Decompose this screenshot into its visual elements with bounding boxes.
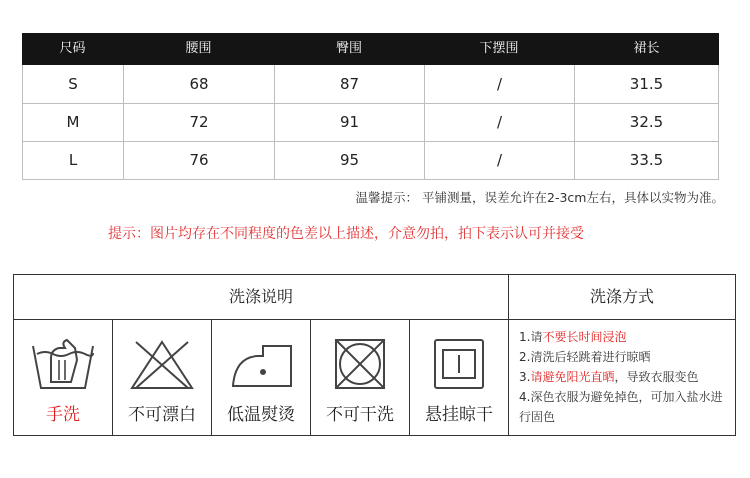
washing-methods <box>519 327 731 427</box>
care-item-hand-wash <box>14 320 112 436</box>
hand-wash-icon <box>31 338 95 390</box>
method-title: 洗涤方式 <box>589 287 654 306</box>
low-iron-icon <box>229 338 293 390</box>
table-row <box>22 103 719 142</box>
cell-hip: 95 <box>339 151 360 169</box>
header-size: 尺码 <box>59 41 86 56</box>
no-dry-clean-icon <box>332 338 388 390</box>
cell-waist: 72 <box>189 113 209 131</box>
size-table <box>22 33 719 180</box>
care-label: 不可干洗 <box>326 405 394 425</box>
cell-size: M <box>66 113 80 131</box>
care-label: 低温熨烫 <box>227 405 295 425</box>
method-item: 2.清洗后轻跳着进行晾晒 <box>519 350 651 364</box>
cell-waist: 76 <box>189 151 209 169</box>
method-item: 3.请避免阳光直晒，导致衣服变色 <box>519 370 699 384</box>
care-label: 不可漂白 <box>128 405 196 425</box>
hang-dry-icon <box>431 338 487 390</box>
header-length: 裙长 <box>633 41 660 56</box>
header-hip: 臀围 <box>335 41 362 56</box>
header-hem: 下摆围 <box>479 41 519 56</box>
color-note: 提示：图片均存在不同程度的色差以上描述，介意勿拍，拍下表示认可并接受 <box>108 226 584 242</box>
care-label: 手洗 <box>46 405 80 425</box>
cell-hip: 91 <box>339 113 360 131</box>
care-item-no-bleach <box>113 320 211 436</box>
washing-title: 洗涤说明 <box>228 287 293 306</box>
size-table-header <box>22 33 719 65</box>
cell-size: L <box>68 151 78 169</box>
measure-note: 温馨提示： 平铺测量，误差允许在2-3cm左右，具体以实物为准。 <box>355 190 724 205</box>
care-item-hang-dry <box>410 320 508 436</box>
table-row <box>22 65 719 104</box>
washing-table <box>13 274 736 436</box>
cell-hem: / <box>496 151 503 169</box>
cell-hem: / <box>496 113 503 131</box>
cell-waist: 68 <box>189 75 209 93</box>
method-item: 4.深色衣服为避免掉色，可加入盐水进行固色 <box>519 390 723 424</box>
cell-length: 31.5 <box>629 75 664 93</box>
cell-length: 33.5 <box>629 151 664 169</box>
care-item-no-dry-clean <box>311 320 409 436</box>
care-item-low-iron <box>212 320 310 436</box>
care-label: 悬挂晾干 <box>425 405 493 425</box>
cell-hip: 87 <box>339 75 360 93</box>
cell-size: S <box>68 75 78 93</box>
table-row <box>22 141 719 180</box>
no-bleach-icon <box>130 338 194 390</box>
method-item: 1.请不要长时间浸泡 <box>519 330 627 344</box>
cell-hem: / <box>496 75 503 93</box>
header-waist: 腰围 <box>185 41 212 56</box>
cell-length: 32.5 <box>629 113 664 131</box>
